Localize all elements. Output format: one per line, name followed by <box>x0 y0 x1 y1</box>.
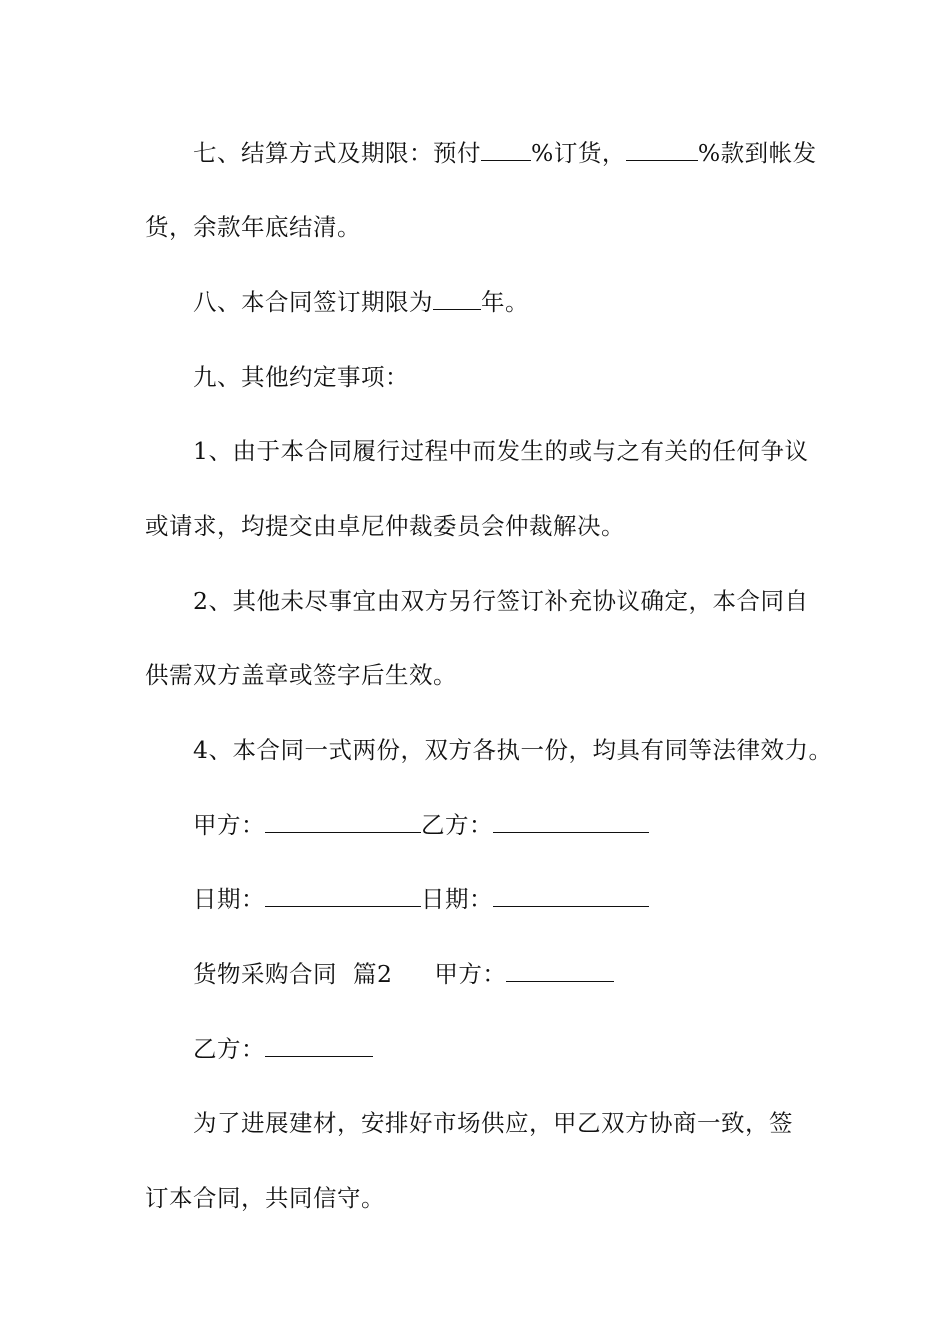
section-2-party-b-label: 乙方： <box>193 1035 265 1063</box>
clause-7-text-2: %订货， <box>531 139 626 167</box>
clause-9-4: 4、本合同一式两份，双方各执一份，均具有同等法律效力。 <box>193 736 833 764</box>
party-b-blank <box>493 814 649 833</box>
clause-8 <box>193 287 529 317</box>
clause-9-2-line2: 供需双方盖章或签字后生效。 <box>145 661 457 689</box>
clause-7-line2: 货，余款年底结清。 <box>145 213 361 241</box>
date-b-blank <box>493 888 649 907</box>
signature-dates-row <box>193 884 649 914</box>
date-b-label: 日期： <box>421 885 493 913</box>
clause-8-text: 八、本合同签订期限为 <box>193 288 433 316</box>
clause-8-text-2: 年。 <box>481 288 529 316</box>
term-years-blank <box>433 291 481 310</box>
date-a-blank <box>265 888 421 907</box>
section-2-party-a-label: 甲方： <box>434 960 507 988</box>
clause-9: 九、其他约定事项： <box>193 363 409 391</box>
clause-7-line1 <box>193 138 817 168</box>
section-2-party-b-row <box>193 1034 373 1064</box>
section-2-title: 货物采购合同 篇2 <box>193 960 393 988</box>
clause-7-text-3: %款到帐发 <box>697 139 817 167</box>
clause-9-2-line1: 2、其他未尽事宜由双方另行签订补充协议确定，本合同自 <box>193 587 809 615</box>
section-2-party-a-blank <box>506 963 614 982</box>
party-a-blank <box>265 814 421 833</box>
section-2-intro-line1: 为了进展建材，安排好市场供应，甲乙双方协商一致，签 <box>193 1109 793 1137</box>
party-a-label: 甲方： <box>193 811 265 839</box>
party-b-label: 乙方： <box>421 811 493 839</box>
delivery-percent-blank <box>626 142 698 161</box>
section-2-party-b-blank <box>265 1038 373 1057</box>
signature-parties-row <box>193 810 649 840</box>
section-2-intro-line2: 订本合同，共同信守。 <box>145 1184 385 1212</box>
clause-9-1-line1: 1、由于本合同履行过程中而发生的或与之有关的任何争议 <box>193 437 809 465</box>
section-2-header-row <box>193 959 614 989</box>
prepay-percent-blank <box>481 142 531 161</box>
date-a-label: 日期： <box>193 885 265 913</box>
clause-7-text: 七、结算方式及期限：预付 <box>193 139 481 167</box>
clause-9-1-line2: 或请求，均提交由卓尼仲裁委员会仲裁解决。 <box>145 512 625 540</box>
